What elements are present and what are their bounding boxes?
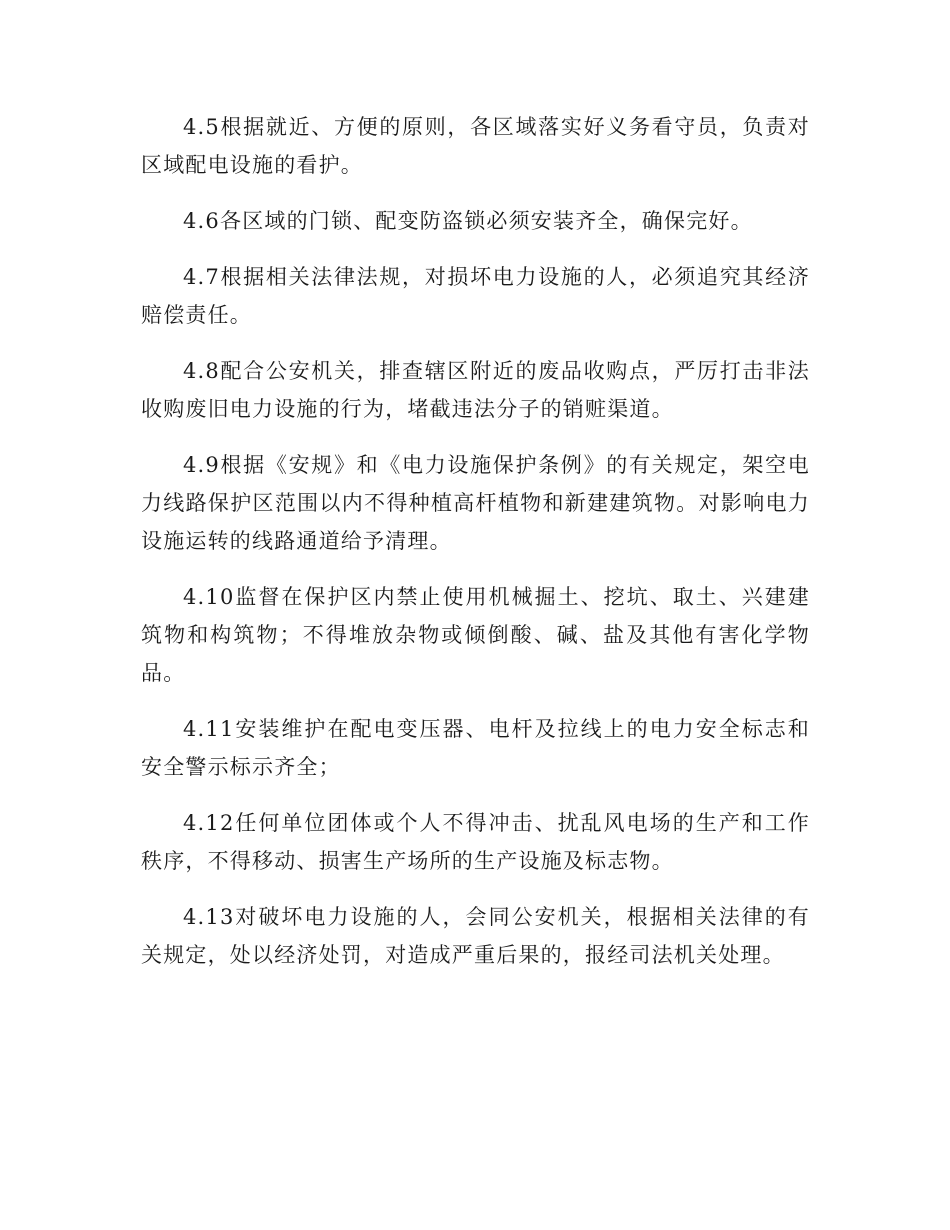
paragraph-4-10: 4.10监督在保护区内禁止使用机械掘土、挖坑、取土、兴建建筑物和构筑物；不得堆放杂物或倾倒酸、碱、盐及其他有害化学物品。 [141, 585, 810, 685]
paragraph-4-7: 4.7根据相关法律法规，对损坏电力设施的人，必须追究其经济赔偿责任。 [141, 265, 810, 327]
paragraph-4-5: 4.5根据就近、方便的原则，各区域落实好义务看守员，负责对区域配电设施的看护。 [141, 115, 810, 177]
paragraph-4-13: 4.13对破坏电力设施的人，会同公安机关，根据相关法律的有关规定，处以经济处罚，对造成严重后果的，报经司法机关处理。 [141, 905, 810, 967]
paragraph-4-8: 4.8配合公安机关，排查辖区附近的废品收购点，严厉打击非法收购废旧电力设施的行为，堵截违法分子的销赃渠道。 [141, 359, 810, 421]
paragraph-4-11: 4.11安装维护在配电变压器、电杆及拉线上的电力安全标志和安全警示标示齐全； [141, 717, 810, 779]
paragraph-4-9: 4.9根据《安规》和《电力设施保护条例》的有关规定，架空电力线路保护区范围以内不得种植高杆植物和新建建筑物。对影响电力设施运转的线路通道给予清理。 [141, 453, 810, 553]
paragraph-4-6: 4.6各区域的门锁、配变防盗锁必须安装齐全，确保完好。 [183, 209, 753, 233]
paragraph-4-12: 4.12任何单位团体或个人不得冲击、扰乱风电场的生产和工作秩序，不得移动、损害生产场所的生产设施及标志物。 [141, 811, 810, 873]
